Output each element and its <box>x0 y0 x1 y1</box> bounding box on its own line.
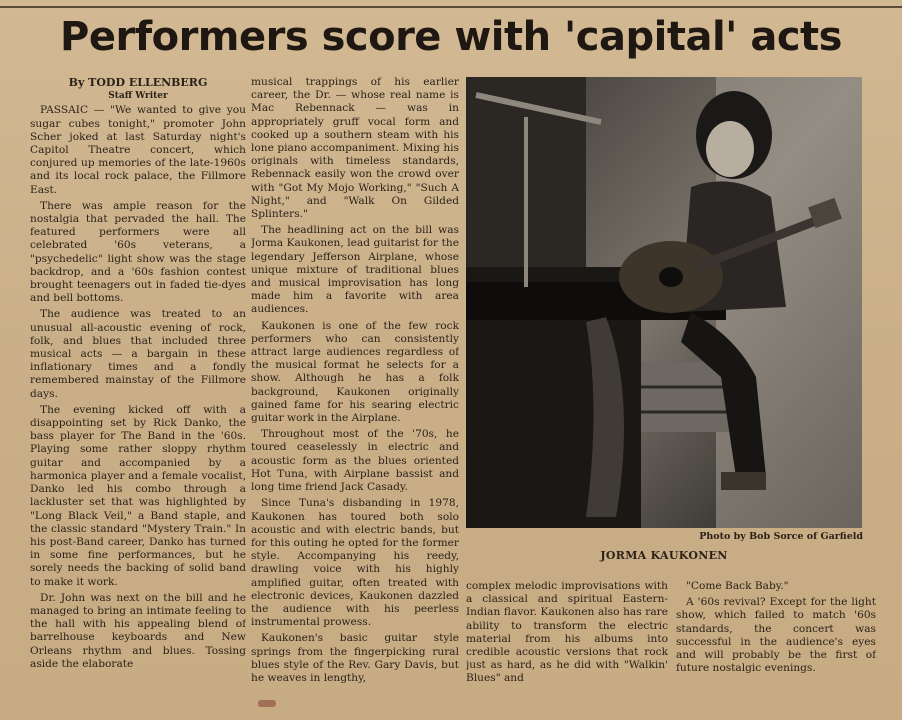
article-column-3 <box>466 580 668 710</box>
top-rule <box>0 6 902 8</box>
guitarist-photo-illustration <box>466 77 862 528</box>
paragraph: Kaukonen's basic guitar style springs from the fingerpicking rural blues style of the Rev. Gary Davis, but he weaves in lengthy, <box>251 632 459 684</box>
paragraph: "Come Back Baby." <box>686 580 789 592</box>
article-column-2 <box>251 76 459 708</box>
article-column-4 <box>676 580 876 710</box>
paragraph: The evening kicked off with a disappointing set by Rick Danko, the bass player for The Band in the '60s. Playing some rather sloppy rhythm guitar and accompanied by a harmonica player and a female vocalist, Danko led his combo through a lackluster set that was highlighted by "Long Black Veil," a Band staple, and the classic standard "Mystery Train." In his post-Band career, Danko has turned in some fine performances, but he sorely needs the backing of solid band to make it work. <box>30 403 246 588</box>
paragraph: Since Tuna's disbanding in 1978, Kaukonen has toured both solo acoustic and with electric bands, but for this outing he opted for the former style. Accompanying his reedy, drawling voice with his highly amplified guitar, often treated with electronic devices, Kaukonen dazzled the audience with his peerless instrumental prowess. <box>251 497 459 629</box>
paragraph: musical trappings of his earlier career, the Dr. — whose real name is Mac Rebennack — was in appropriately gruff vocal form and cooked up a southern steam with his lone piano accompaniment. Mixing his originals with timeless standards, Rebennack easily won the crowd over with "Got My Mojo Working," "Such A Night," and "Walk On Gilded Splinters." <box>251 76 459 221</box>
paragraph: complex melodic improvisations with a classical and spiritual Eastern-Indian flavor. Kaukonen also has rare ability to transform the electric material from his albums into credible acoustic versions that rock just as hard, as he did with "Walkin' Blues" and <box>466 580 668 685</box>
paragraph: PASSAIC — "We wanted to give you sugar cubes tonight," promoter John Scher joked at last Saturday night's Capitol Theatre concert, which conjured up memories of the late-1960s and its local rock palace, the Fillmore East. <box>30 104 246 196</box>
photo-caption: JORMA KAUKONEN <box>600 549 728 562</box>
photo-credit: Photo by Bob Sorce of Garfield <box>699 531 863 542</box>
concert-photo <box>466 77 862 528</box>
paragraph: The headlining act on the bill was Jorma Kaukonen, lead guitarist for the legendary Jefferson Airplane, whose unique mixture of traditional blues and musical improvisation has long made him a favorite with area audiences. <box>251 224 459 316</box>
paragraph: Kaukonen is one of the few rock performers who can consistently attract large audiences regardless of the musical format he selects for a show. Although he has a folk background, Kaukonen originally gained fame for his searing electric guitar work in the Airplane. <box>251 319 459 425</box>
byline-role: Staff Writer <box>108 91 168 102</box>
ink-smudge <box>258 700 276 707</box>
article-column-1 <box>30 76 246 708</box>
paragraph: A '60s revival? Except for the light show, which failed to match '60s standards, the concert was successful in the audience's eyes and will probably be the first of future nostalgic evenings. <box>676 596 876 675</box>
byline: By TODD ELLENBERG <box>68 76 208 89</box>
paragraph: There was ample reason for the nostalgia that pervaded the hall. The featured performers were all celebrated '60s veterans, a "psychedelic" light show was the stage backdrop, and a '60s fashion contest brought teenagers out in faded tie-dyes and bell bottoms. <box>30 199 246 305</box>
paragraph: The audience was treated to an unusual all-acoustic evening of rock, folk, and blues that included three musical acts — a bargain in these inflationary times and a fondly remembered mainstay of the Fillmore days. <box>30 308 246 400</box>
paragraph: Throughout most of the '70s, he toured ceaselessly in electric and acoustic form as the blues oriented Hot Tuna, with Airplane bassist and long time friend Jack Casady. <box>251 428 459 494</box>
paragraph: Dr. John was next on the bill and he managed to bring an intimate feeling to the hall with his appealing blend of barrelhouse keyboards and New Orleans rhythm and blues. Tossing aside the elaborate <box>30 591 246 670</box>
headline: Performers score with 'capital' acts <box>60 14 842 60</box>
